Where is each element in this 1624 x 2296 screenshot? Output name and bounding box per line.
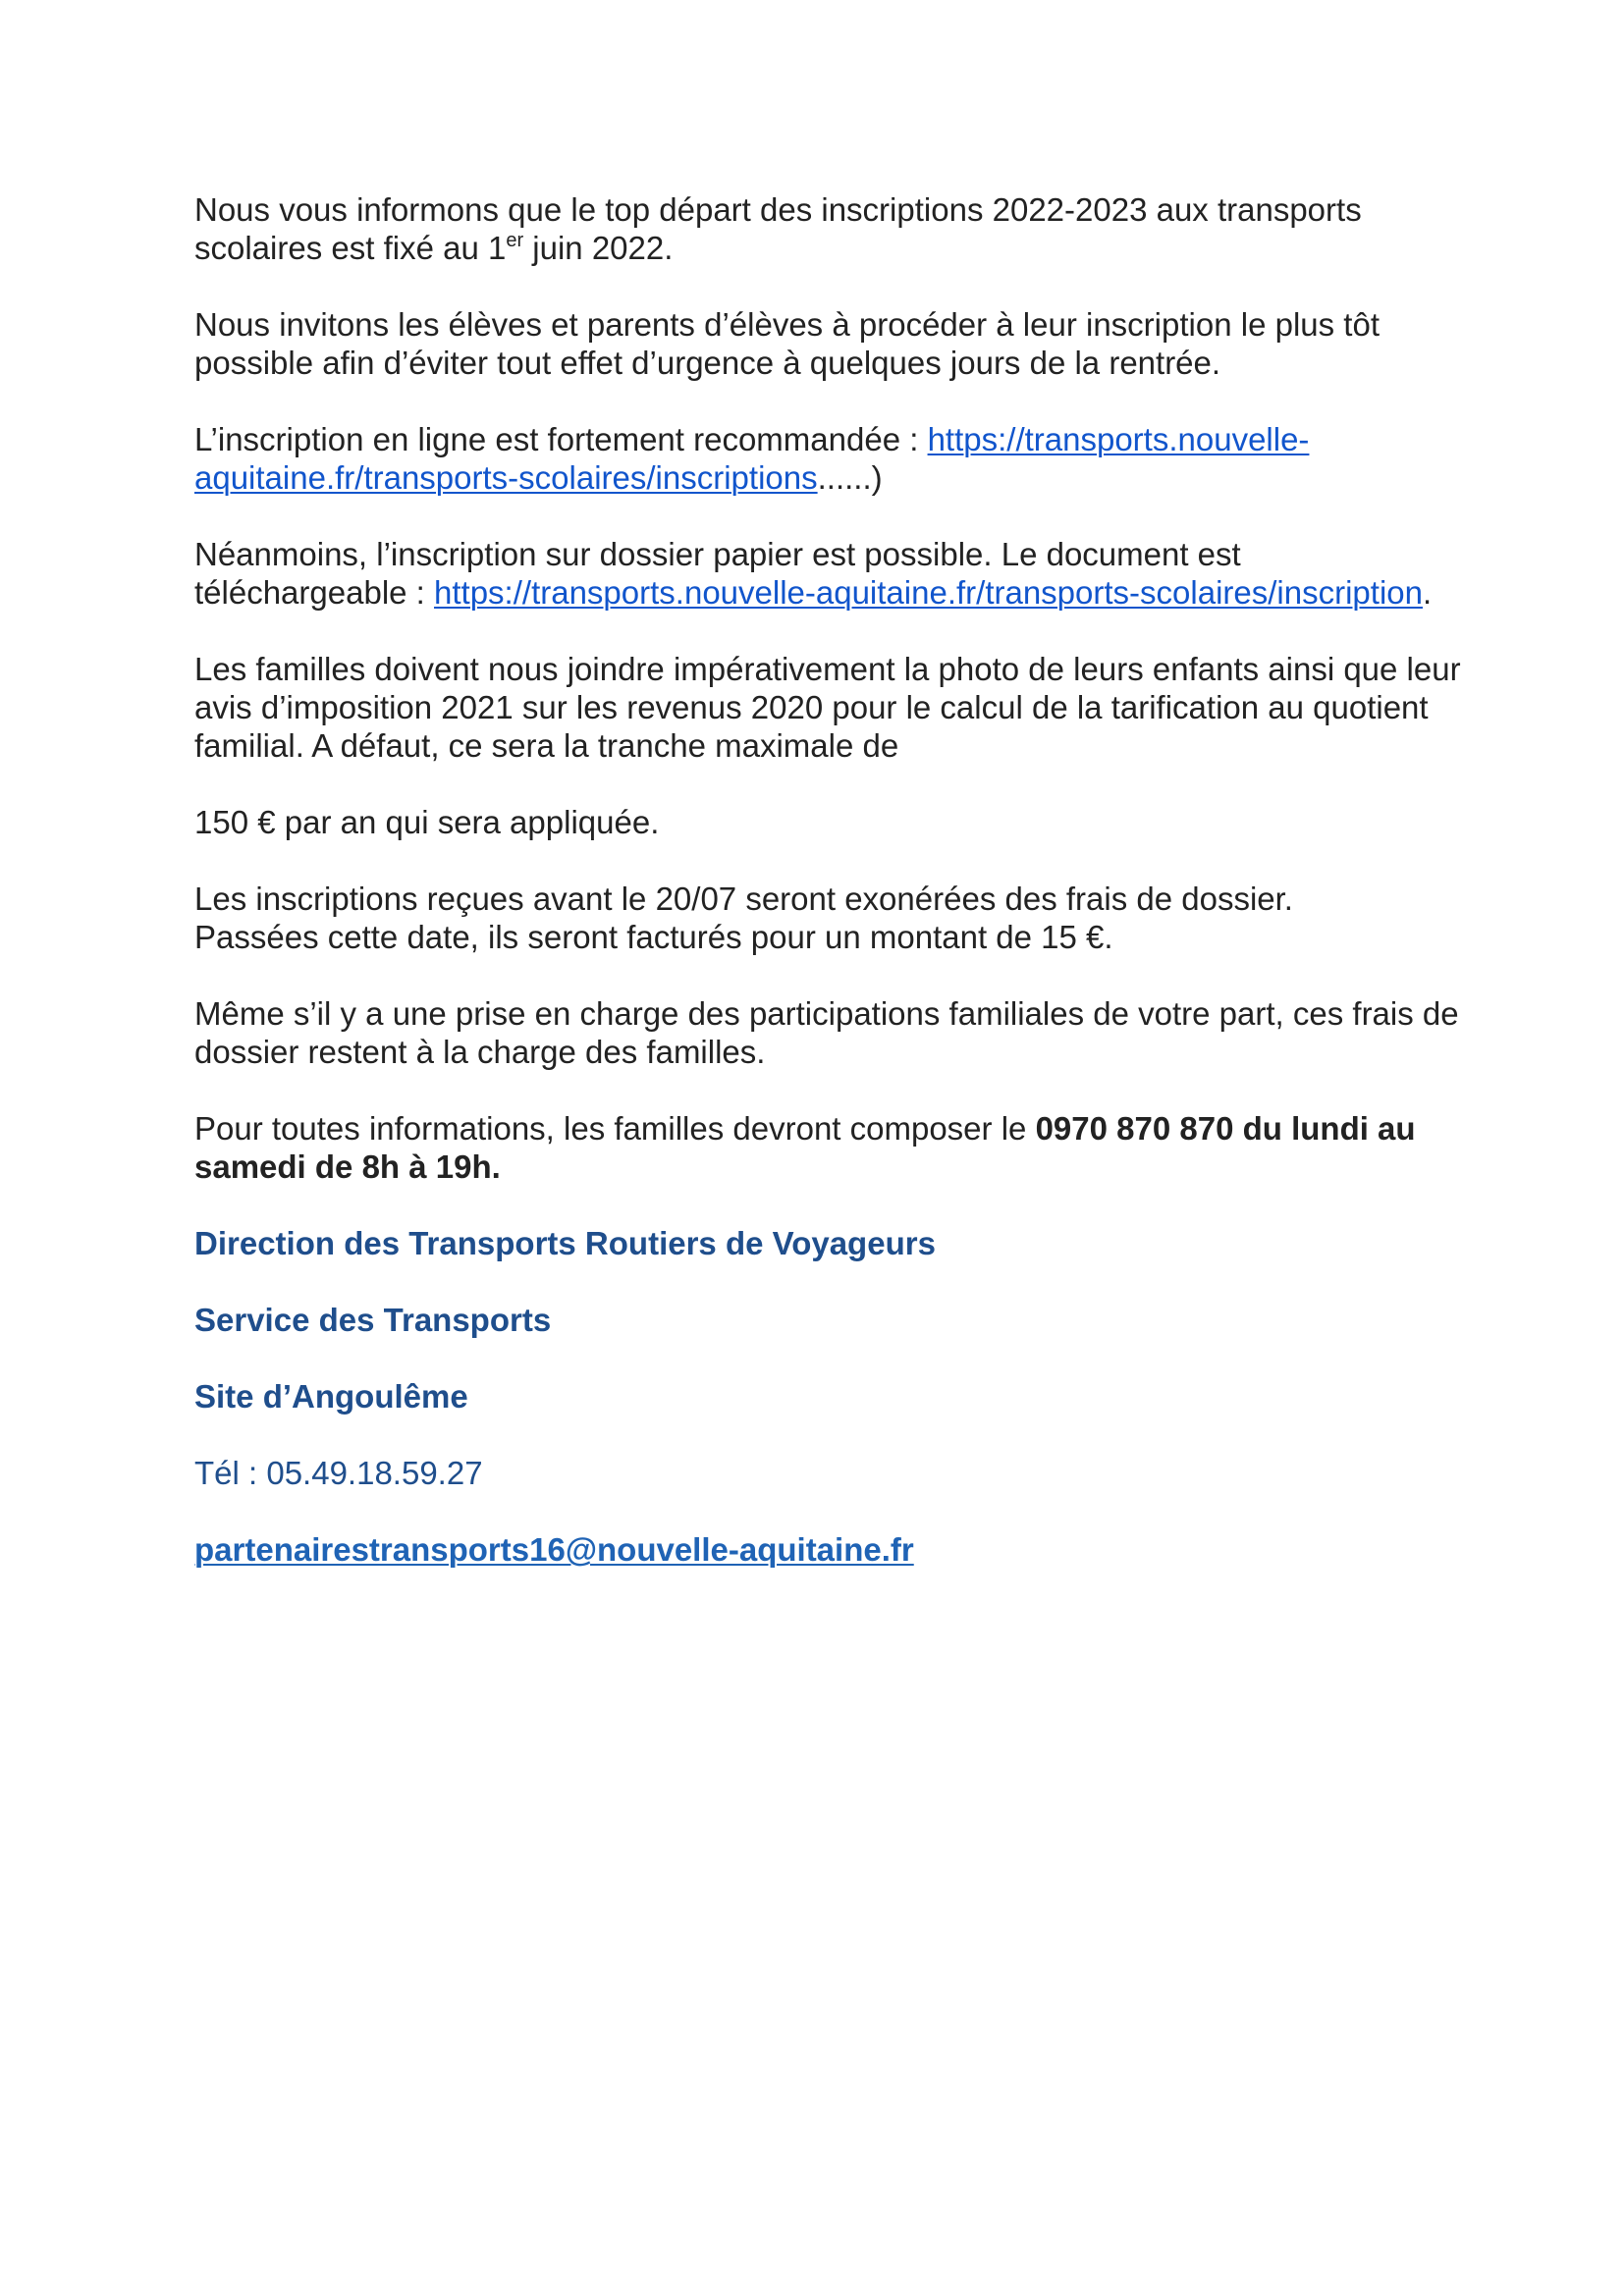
paragraph-paper-registration: [194, 535, 1461, 612]
document-page: [194, 190, 1461, 1607]
paragraph-online-registration: [194, 420, 1461, 497]
signature-site: Site d’Angoulême: [194, 1378, 468, 1415]
paragraph-text: L’inscription en ligne est fortement recommandée :: [194, 421, 928, 457]
paragraph-registration-start: [194, 190, 1461, 267]
paragraph-text: Néanmoins, l’inscription sur dossier papier est possible. Le document est téléchargeable :: [194, 536, 1241, 611]
paragraph-text: .: [1422, 574, 1433, 611]
signature-block: [194, 1224, 1461, 1569]
fees-line-1: Les inscriptions reçues avant le 20/07 seront exonérées des frais de dossier.: [194, 881, 1293, 917]
ordinal-superscript: er: [506, 230, 524, 251]
paragraph-fee-responsibility: Même s’il y a une prise en charge des participations familiales de votre part, ces frais de dossier restent à la charge des familles.: [194, 995, 1459, 1070]
paragraph-text: juin 2022.: [523, 230, 674, 266]
paper-form-download-link[interactable]: https://transports.nouvelle-aquitaine.fr/transports-scolaires/inscription: [434, 574, 1423, 611]
paragraph-text: ......): [817, 459, 883, 496]
email-link[interactable]: partenairestransports16@nouvelle-aquitaine.fr: [194, 1531, 914, 1568]
paragraph-invitation: Nous invitons les élèves et parents d’élèves à procéder à leur inscription le plus tôt possible afin d’éviter tout effet d’urgence à quelques jours de la rentrée.: [194, 306, 1380, 381]
signature-email-line: [194, 1530, 1461, 1569]
signature-service: Service des Transports: [194, 1302, 552, 1338]
paragraph-text: Pour toutes informations, les familles devront composer le: [194, 1110, 1036, 1147]
online-registration-link[interactable]: https://transports.nouvelle-aquitaine.fr/transports-scolaires/inscriptions: [194, 421, 1310, 496]
paragraph-required-documents: Les familles doivent nous joindre impérativement la photo de leurs enfants ainsi que leur avis d’imposition 2021 sur les revenus 2020 pour le calcul de la tarification au quotient familial. A défaut, ce sera la tranche maximale de: [194, 651, 1461, 764]
paragraph-contact-info: [194, 1109, 1461, 1186]
contact-phone-hours: 0970 870 870 du lundi au samedi de 8h à 19h.: [194, 1110, 1416, 1185]
signature-phone: Tél : 05.49.18.59.27: [194, 1455, 483, 1491]
fees-line-2: Passées cette date, ils seront facturés pour un montant de 15 €.: [194, 919, 1113, 955]
paragraph-fees: [194, 880, 1461, 956]
paragraph-text: Nous vous informons que le top départ des inscriptions 2022-2023 aux transports scolaires est fixé au 1: [194, 191, 1362, 266]
paragraph-max-rate: 150 € par an qui sera appliquée.: [194, 804, 660, 840]
signature-direction: Direction des Transports Routiers de Voyageurs: [194, 1225, 936, 1261]
